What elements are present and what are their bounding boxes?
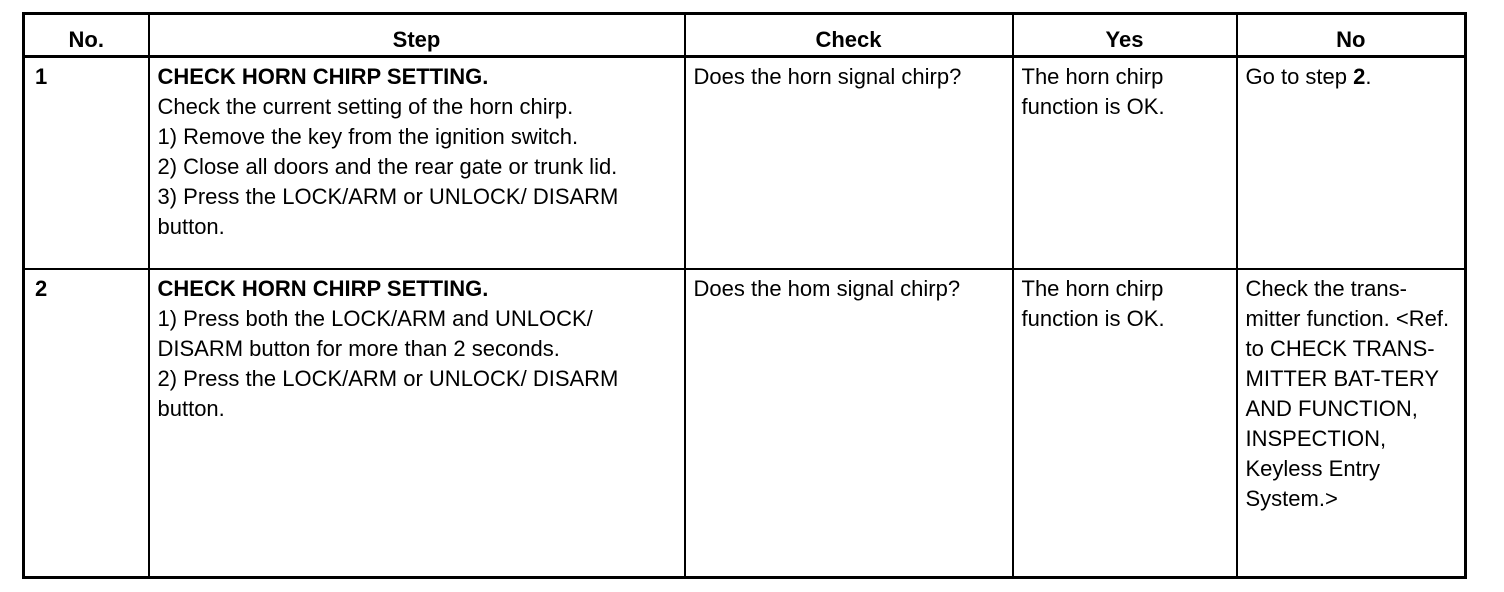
check-cell: Does the horn signal chirp? [685, 57, 1013, 270]
step-cell [149, 57, 685, 270]
no-cell [1237, 57, 1466, 270]
header-no: No. [24, 14, 149, 57]
check-cell: Does the hom signal chirp? [685, 269, 1013, 578]
header-step: Step [149, 14, 685, 57]
yes-cell: The horn chirp function is OK. [1013, 57, 1237, 270]
yes-cell: The horn chirp function is OK. [1013, 269, 1237, 578]
no-prefix: Go to step [1245, 64, 1354, 89]
step-cell [149, 269, 685, 578]
diagnostic-table [22, 12, 1467, 579]
header-no-result: No [1237, 14, 1466, 57]
table-row [24, 269, 1466, 578]
step-line: 1) Press both the LOCK/ARM and UNLOCK/ DISARM button for more than 2 seconds. [157, 306, 593, 361]
step-number: 2 [24, 269, 149, 578]
step-line: 2) Close all doors and the rear gate or trunk lid. [157, 154, 618, 179]
goto-step-number: 2 [1353, 64, 1366, 89]
header-check: Check [685, 14, 1013, 57]
table-header-row [24, 14, 1466, 57]
step-title: CHECK HORN CHIRP SETTING. [157, 64, 489, 89]
step-title: CHECK HORN CHIRP SETTING. [157, 276, 489, 301]
step-line: Check the current setting of the horn chirp. [157, 94, 574, 119]
step-number: 1 [24, 57, 149, 270]
step-line: 3) Press the LOCK/ARM or UNLOCK/ DISARM button. [157, 184, 619, 239]
step-line: 2) Press the LOCK/ARM or UNLOCK/ DISARM button. [157, 366, 619, 421]
step-line: 1) Remove the key from the ignition switch. [157, 124, 579, 149]
no-cell: Check the trans-mitter function. <Ref. to CHECK TRANS-MITTER BAT-TERY AND FUNCTION, INSPECTION, Keyless Entry System.> [1237, 269, 1466, 578]
header-yes: Yes [1013, 14, 1237, 57]
no-suffix: . [1365, 64, 1372, 89]
table-row [24, 57, 1466, 270]
